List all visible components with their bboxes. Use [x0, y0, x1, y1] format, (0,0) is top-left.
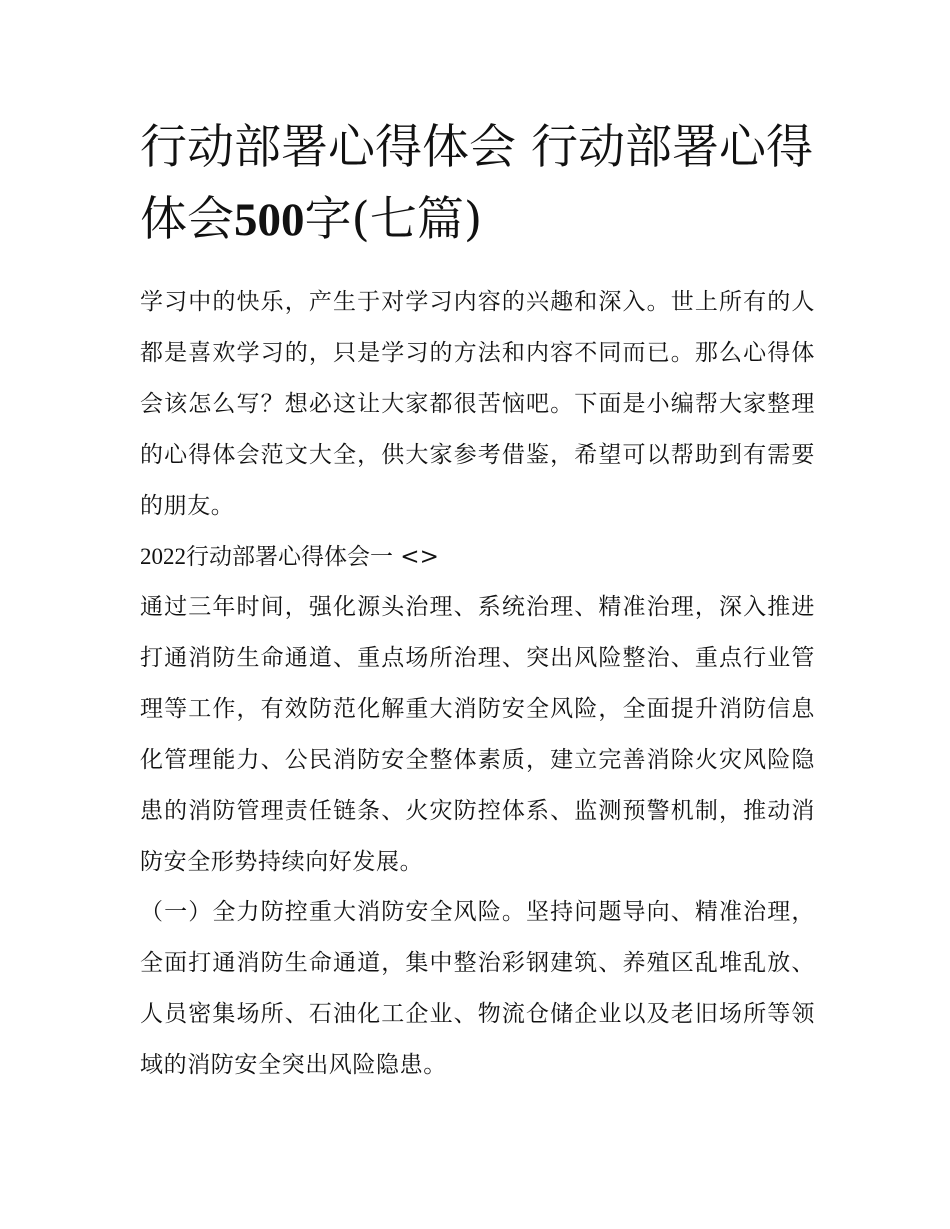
section-year: 2022 — [140, 544, 186, 569]
intro-paragraph: 学习中的快乐，产生于对学习内容的兴趣和深入。世上所有的人都是喜欢学习的，只是学习的方法和内容不同而已。那么心得体会该怎么写？想必这让大家都很苦恼吧。下面是小编帮大家整理的心得体会范文大全，供大家参考借鉴，希望可以帮助到有需要的朋友。 — [140, 289, 815, 519]
title-text-part1: 行动部署心得体会 行动部署心得体会 — [140, 120, 813, 247]
title-number: 500 — [234, 194, 305, 246]
body-paragraph-2: （一）全力防控重大消防安全风险。坚持问题导向、精准治理，全面打通消防生命通道，集中整治彩钢建筑、养殖区乱堆乱放、人员密集场所、石油化工企业、物流仓储企业以及老旧场所等领域的消防安全突出风险隐患。 — [140, 899, 815, 1078]
document-title — [140, 112, 830, 256]
title-text-part2: 字(七篇) — [304, 192, 483, 247]
section-heading-text: 行动部署心得体会一 <> — [186, 544, 439, 570]
body-paragraph-1: 通过三年时间，强化源头治理、系统治理、精准治理，深入推进打通消防生命通道、重点场所治理、突出风险整治、重点行业管理等工作，有效防范化解重大消防安全风险，全面提升消防信息化管理能力、公民消防安全整体素质，建立完善消除火灾风险隐患的消防管理责任链条、火灾防控体系、监测预警机制，推动消防安全形势持续向好发展。 — [140, 594, 815, 875]
section-heading — [140, 531, 815, 583]
